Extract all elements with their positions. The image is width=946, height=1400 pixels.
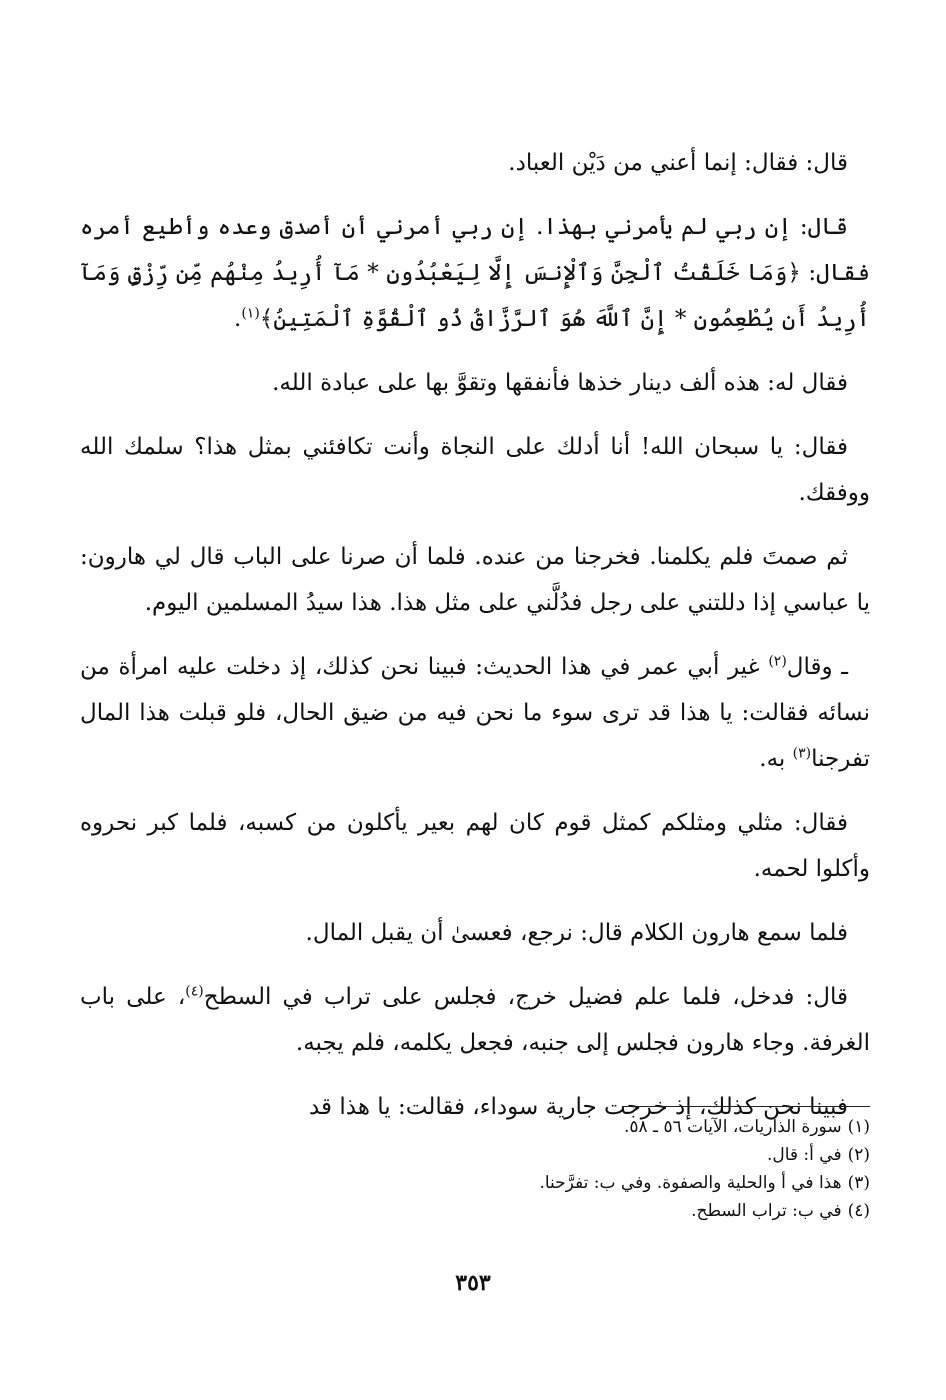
paragraph: فلما سمع هارون الكلام قال: نرجع، فعسىٰ أن يقبل المال.	[305, 920, 848, 946]
footnote	[80, 1141, 870, 1169]
footnote-number: (٤)	[847, 1201, 870, 1221]
paragraph-end: .	[234, 306, 242, 332]
book-page-body	[80, 140, 870, 1148]
footnotes-section	[80, 1106, 870, 1225]
footnote	[80, 1113, 870, 1141]
paragraph: فقال: يا سبحان الله! أنا أدلك على النجاة وأنت تكافئني بمثل هذا؟ سلمك الله ووفقك.	[80, 434, 870, 506]
paragraph-text: ـ وقال	[786, 654, 848, 680]
footnote-number: (١)	[847, 1117, 870, 1137]
footnote	[80, 1197, 870, 1225]
footnote-divider	[622, 1106, 870, 1107]
paragraph: قال: فقال: إنما أعني من دَيْن العباد.	[508, 150, 848, 176]
footnote-ref: (٣)	[792, 745, 812, 762]
paragraph	[80, 974, 870, 1066]
paragraph	[80, 644, 870, 782]
page-number: ٣٥٣	[455, 1270, 491, 1296]
footnote-number: (٣)	[847, 1173, 870, 1193]
footnote-text: سورة الذاريات، الآيات ٥٦ ـ ٥٨.	[623, 1117, 842, 1137]
footnote-text: في أ: قال.	[766, 1145, 842, 1165]
paragraph-text: ، على باب الغرفة. وجاء هارون فجلس إلى جنبه، فجعل يكلمه، فلم يجبه.	[80, 984, 870, 1056]
paragraph-text: غير أبي عمر في هذا الحديث: فبينا نحن كذلك، إذ دخلت عليه امرأة من نسائه فقالت: يا هذا قد ترى سوء ما نحن فيه من ضيق الحال، فلو قبلت هذا المال تفرجنا	[80, 654, 870, 772]
footnote-number: (٢)	[847, 1145, 870, 1165]
footnote-ref: (١)	[241, 305, 260, 322]
paragraph-text: قال: فدخل، فلما علم فضيل خرج، فجلس على تراب في السطح	[203, 984, 848, 1010]
paragraph: فبينا نحن كذلك، إذ خرجت جارية سوداء، فقالت: يا هذا قد	[308, 1094, 848, 1120]
footnote-ref: (٤)	[185, 983, 204, 1000]
footnote-text: هذا في أ والحلية والصفوة. وفي ب: تفرَّحنا.	[539, 1173, 842, 1193]
paragraph-text: به.	[759, 746, 786, 772]
paragraph-text: قال: إن ربي لم يأمرني بهذا. إن ربي أمرني أن أصدق وعده وأطيع أمره فقال: ﴿وَمَا خَلَقْتُ ٱلْجِنَّ وَٱلْإِنسَ إِلَّا لِيَعْبُدُونِ * مَآ أُرِيدُ مِنْهُم مِّن رِّزْقٍ وَمَآ أُرِيدُ أَن يُطْعِمُونِ * إِنَّ ٱللَّهَ هُوَ ٱلرَّزَّاقُ ذُو ٱلْقُوَّةِ ٱلْمَتِينُ﴾	[80, 214, 870, 332]
paragraph: ثم صمتَ فلم يكلمنا. فخرجنا من عنده. فلما أن صرنا على الباب قال لي هارون: يا عباسي إذا دللتني على رجل فدُلَّني على مثل هذا. هذا سيدُ المسلمين اليوم.	[80, 544, 870, 616]
paragraph: فقال: مثلي ومثلكم كمثل قوم كان لهم بعير يأكلون من كسبه، فلما كبر نحروه وأكلوا لحمه.	[80, 810, 870, 882]
footnote-text: في ب: تراب السطح.	[691, 1201, 842, 1221]
paragraph	[80, 204, 870, 342]
paragraph: فقال له: هذه ألف دينار خذها فأنفقها وتقوَّ بها على عبادة الله.	[272, 370, 848, 396]
footnote-ref: (٢)	[768, 653, 787, 670]
footnote	[80, 1169, 870, 1197]
